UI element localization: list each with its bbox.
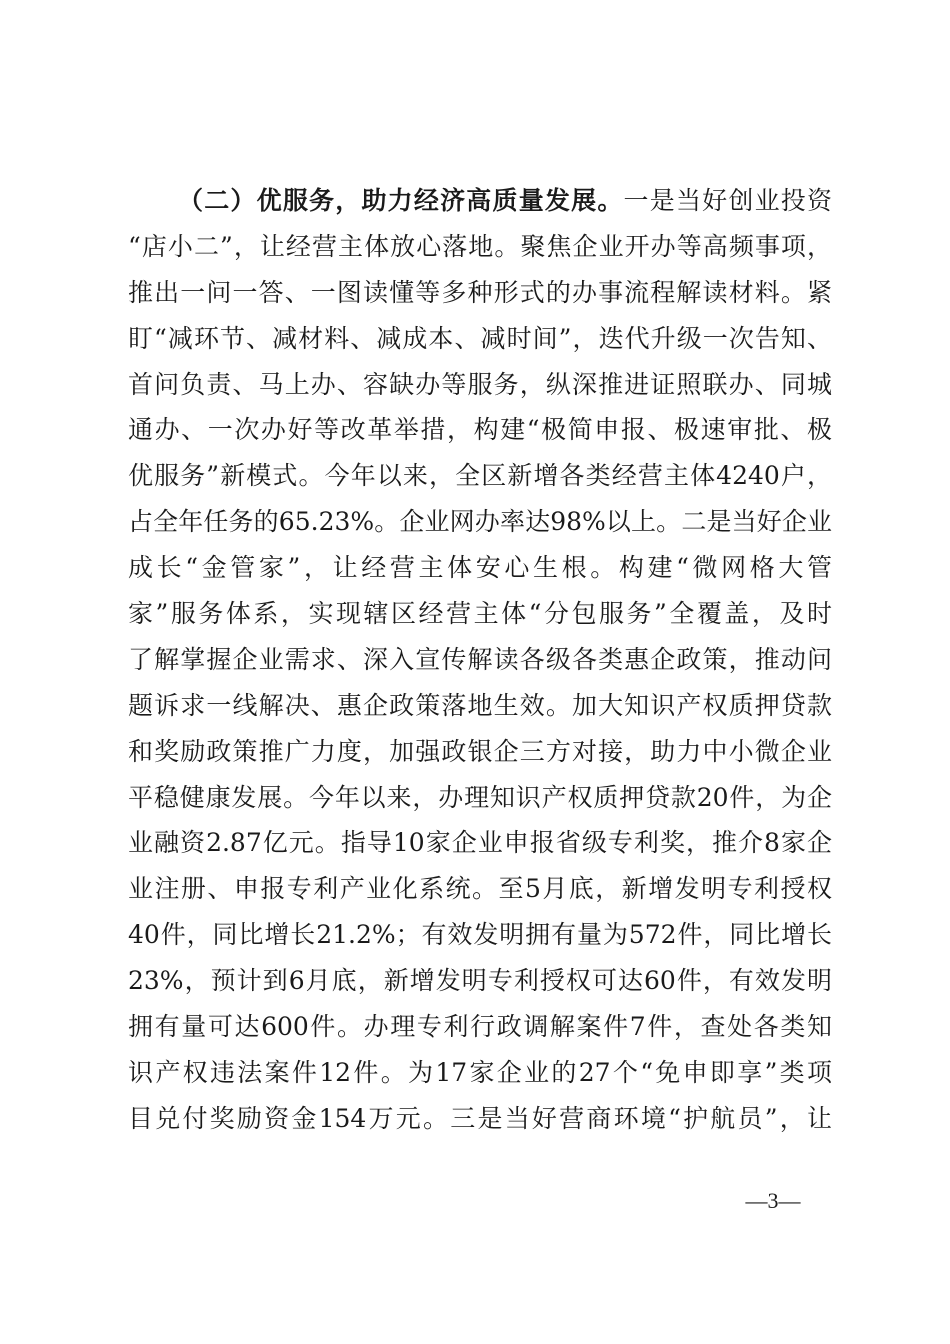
text-line: 推出一问一答、一图读懂等多种形式的办事流程解读材料。紧: [128, 277, 832, 307]
text-line: 优服务”新模式。今年以来，全区新增各类经营主体4240户，: [128, 461, 832, 491]
body-text: [128, 178, 832, 1142]
text-line: 通办、一次办好等改革举措，构建“极简申报、极速审批、极: [128, 415, 832, 445]
text-line: 成长“金管家”，让经营主体安心生根。构建“微网格大管: [128, 553, 832, 583]
text-line: 了解掌握企业需求、深入宣传解读各级各类惠企政策，推动问: [128, 644, 832, 674]
text-line: 首问负责、马上办、容缺办等服务，纵深推进证照联办、同城: [128, 369, 832, 399]
text-line: 占全年任务的65.23%。企业网办率达98%以上。二是当好企业: [128, 507, 832, 537]
text-line-1-rest: 一是当好创业投资: [623, 186, 832, 215]
text-line: 40件，同比增长21.2%；有效发明拥有量为572件，同比增长: [128, 920, 832, 950]
text-line: 题诉求一线解决、惠企政策落地生效。加大知识产权质押贷款: [128, 690, 832, 720]
text-line: 业注册、申报专利产业化系统。至5月底，新增发明专利授权: [128, 874, 832, 904]
text-line: “店小二”，让经营主体放心落地。聚焦企业开办等高频事项，: [128, 231, 832, 261]
page-number: —3—: [745, 1188, 801, 1213]
text-line: 盯“减环节、减材料、减成本、减时间”，迭代升级一次告知、: [128, 323, 832, 353]
section-heading: （二）优服务，助力经济高质量发展。: [178, 186, 624, 215]
text-line: 目兑付奖励资金154万元。三是当好营商环境“护航员”，让: [128, 1103, 832, 1133]
text-line: 和奖励政策推广力度，加强政银企三方对接，助力中小微企业: [128, 736, 832, 766]
text-line: 业融资2.87亿元。指导10家企业申报省级专利奖，推介8家企: [128, 828, 832, 858]
text-line: 23%，预计到6月底，新增发明专利授权可达60件，有效发明: [128, 966, 832, 996]
text-line: 拥有量可达600件。办理专利行政调解案件7件，查处各类知: [128, 1012, 832, 1042]
text-line-1: [128, 178, 832, 224]
text-line: 家”服务体系，实现辖区经营主体“分包服务”全覆盖，及时: [128, 599, 832, 629]
text-line: 识产权违法案件12件。为17家企业的27个“免申即享”类项: [128, 1057, 832, 1087]
text-line: 平稳健康发展。今年以来，办理知识产权质押贷款20件，为企: [128, 782, 832, 812]
